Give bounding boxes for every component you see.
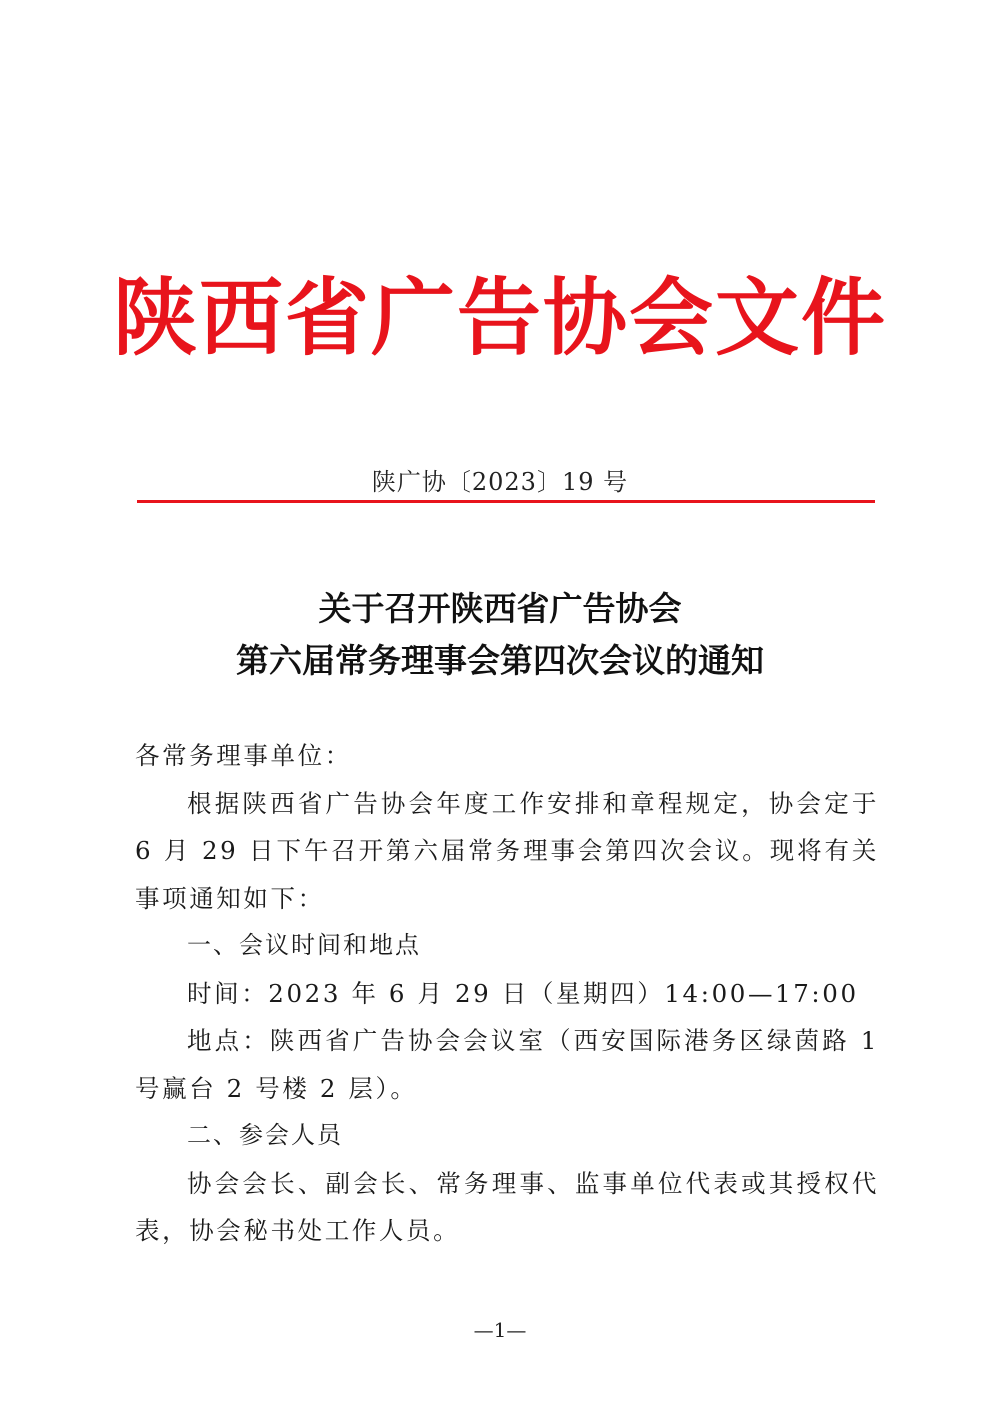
attendees-paragraph: 协会会长、副会长、常务理事、监事单位代表或其授权代表，协会秘书处工作人员。: [135, 1168, 879, 1245]
notice-title: [0, 583, 1000, 687]
section-1-heading: 一、会议时间和地点: [187, 931, 421, 959]
red-divider-line: [137, 500, 875, 503]
notice-title-line-1: 关于召开陕西省广告协会: [318, 589, 682, 628]
salutation: 各常务理事单位：: [135, 741, 352, 770]
section-2-heading: 二、参会人员: [187, 1121, 343, 1149]
page-number: —1—: [473, 1318, 527, 1342]
notice-body: [135, 732, 879, 1255]
meeting-place: 地点：陕西省广告协会会议室（西安国际港务区绿茵路 1 号赢台 2 号楼 2 层）。: [135, 1026, 879, 1103]
notice-title-line-2: 第六届常务理事会第四次会议的通知: [236, 641, 764, 680]
document-number: 陕广协〔2023〕19 号: [371, 468, 629, 496]
intro-paragraph: 根据陕西省广告协会年度工作安排和章程规定，协会定于 6 月 29 日下午召开第六届常务理事会第四次会议。现将有关事项通知如下：: [135, 788, 879, 913]
meeting-time: 时间：2023 年 6 月 29 日（星期四）14:00—17:00: [187, 978, 859, 1008]
document-masthead: 陕西省广告协会文件: [112, 269, 887, 367]
